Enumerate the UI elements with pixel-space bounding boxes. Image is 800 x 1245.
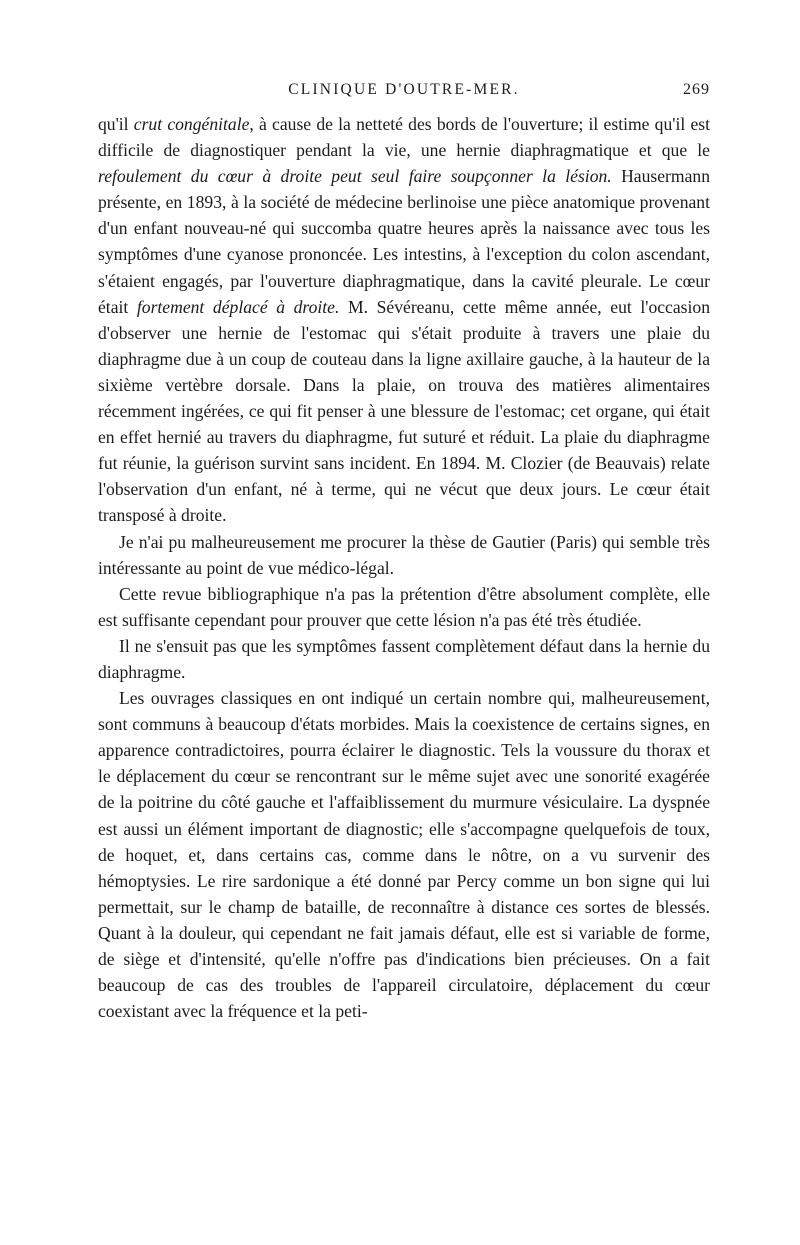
text-run: Je n'ai pu malheureusement me procurer la thèse de Gautier (Paris) qui semble très intéressante au point de vue médico-légal.	[98, 531, 710, 578]
paragraph	[98, 111, 710, 529]
running-head	[98, 81, 710, 107]
italic-text-run: refoulement du cœur à droite peut seul faire soupçonner la lésion.	[98, 166, 612, 187]
paragraph	[98, 581, 710, 633]
body-text	[98, 111, 710, 1024]
italic-text-run: crut congénitale	[133, 114, 250, 134]
italic-text-run: fortement déplacé à droite.	[136, 296, 340, 317]
text-run: Les ouvrages classiques en ont indiqué un certain nombre qui, malheureusement, sont communs à beaucoup d'états morbides. Mais la coexistence de certains signes, en apparence contradictoires, pourra éclairer le diagnostic. Tels la voussure du thorax et le déplacement du cœur se rencontrant sur le même sujet avec une sonorité exagérée de la poitrine du côté gauche et l'affaiblissement du murmure vésiculaire. La dyspnée est aussi un élément important de diagnostic; elle s'accompagne quelquefois de toux, de hoquet, et, dans certains cas, comme dans le nôtre, on a vu survenir des hémoptysies. Le rire sardonique a été donné par Percy comme un bon signe qui lui permettait, sur le champ de bataille, de reconnaître à distance ces sortes de blessés. Quant à la douleur, qui cependant ne fait jamais défaut, elle est si variable de forme, de siège et d'intensité, qu'elle n'offre pas d'indications bien précieuses. On a fait beaucoup de cas des troubles de l'appareil circulatoire, déplacement du cœur coexistant avec la fréquence et la peti-	[98, 688, 710, 1022]
paragraph	[98, 685, 710, 1024]
paragraph	[98, 529, 710, 581]
text-run: Il ne s'ensuit pas que les symptômes fassent complètement défaut dans la hernie du diaphragme.	[98, 635, 710, 682]
text-run: Cette revue bibliographique n'a pas la prétention d'être absolument complète, elle est suffisante cependant pour prouver que cette lésion n'a pas été très étudiée.	[98, 583, 710, 630]
page-number: 269	[683, 81, 710, 98]
text-run: , à cause de la netteté des bords de l'ouverture; il estime qu'il est difficile de diagnostiquer pendant la vie, une hernie diaphragmatique et que le	[98, 114, 710, 161]
text-run: M. Sévéreanu, cette même année, eut l'occasion d'observer une hernie de l'estomac qui s'était produite à travers une plaie du diaphragme due à un coup de couteau dans la ligne axillaire gauche, à la hauteur de la sixième vertèbre dorsale. Dans la plaie, on trouva des matières alimentaires récemment ingérées, ce qui fit penser à une blessure de l'estomac; cet organe, qui était en effet hernié au travers du diaphragme, fut suturé et réduit. La plaie du diaphragme fut réunie, la guérison survint sans incident. En 1894. M. Clozier (de Beauvais) relate l'observation d'un enfant, né à terme, qui ne vécut que deux jours. Le cœur était transposé à droite.	[98, 296, 710, 526]
paragraph	[98, 633, 710, 685]
text-run: Hausermann présente, en 1893, à la société de médecine berlinoise une pièce anatomique provenant d'un enfant nouveau-né qui succomba quatre heures après la naissance avec tous les symptômes d'une cyanose prononcée. Les intestins, à l'exception du colon ascendant, s'étaient engagés, par l'ouverture diaphragmatique, dans la cavité pleurale. Le cœur était	[98, 166, 710, 317]
running-title: CLINIQUE D'OUTRE-MER.	[288, 81, 520, 98]
text-run: qu'il	[98, 114, 134, 134]
